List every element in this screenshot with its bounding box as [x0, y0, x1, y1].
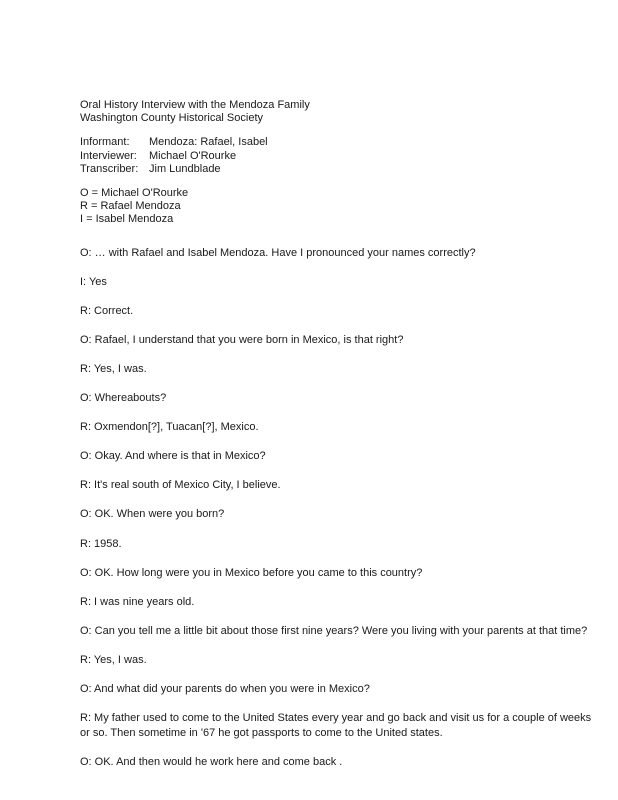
dialog [80, 246, 595, 770]
dialog-line: O: Okay. And where is that in Mexico? [80, 450, 266, 463]
legend-item: I = Isabel Mendoza [80, 213, 174, 226]
interview-metadata [80, 136, 595, 176]
meta-row-informant [80, 136, 595, 149]
dialog-line: R: Yes, I was. [80, 363, 147, 375]
dialog-line: R: I was nine years old. [80, 595, 195, 608]
transcript-page [80, 99, 595, 784]
dialog-line: O: … with Rafael and Isabel Mendoza. Have I pronounced your names correctly? [80, 246, 476, 259]
document-header [80, 99, 595, 125]
meta-value: Mendoza: Rafael, Isabel [149, 136, 268, 149]
legend-item: R = Rafael Mendoza [80, 200, 181, 213]
meta-value: Jim Lundblade [149, 162, 221, 175]
dialog-line: R: Yes, I was. [80, 653, 147, 666]
meta-label: Transcriber: [80, 162, 139, 175]
legend-item: O = Michael O'Rourke [80, 187, 189, 200]
dialog-line: I: Yes [80, 275, 107, 288]
dialog-line: R: 1958. [80, 537, 122, 550]
dialog-line: O: And what did your parents do when you were in Mexico? [80, 683, 370, 696]
meta-label: Informant: [80, 136, 130, 149]
meta-row-transcriber [80, 163, 595, 176]
meta-value: Michael O'Rourke [149, 149, 237, 162]
dialog-line: R: Correct. [80, 304, 134, 317]
dialog-line: O: Whereabouts? [80, 392, 167, 405]
meta-label: Interviewer: [80, 149, 137, 162]
meta-row-interviewer [80, 150, 595, 163]
dialog-line: R: My father used to come to the United States every year and go back and visit us for a couple of weeks or so. Then sometime in '67 he got passports to come to the United states. [80, 712, 592, 739]
dialog-line: O: OK. When were you born? [80, 508, 225, 521]
dialog-line: O: OK. And then would he work here and come back . [80, 755, 343, 768]
dialog-line: O: Rafael, I understand that you were born in Mexico, is that right? [80, 333, 404, 346]
dialog-line: R: Oxmendon[?], Tuacan[?], Mexico. [80, 421, 259, 434]
dialog-line: O: Can you tell me a little bit about those first nine years? Were you living with your parents at that time? [80, 624, 588, 637]
dialog-line: O: OK. How long were you in Mexico before you came to this country? [80, 566, 423, 579]
organization-name: Washington County Historical Society [80, 112, 264, 125]
speaker-legend [80, 187, 595, 227]
dialog-line: R: It's real south of Mexico City, I believe. [80, 479, 281, 492]
document-title: Oral History Interview with the Mendoza Family [80, 99, 310, 111]
